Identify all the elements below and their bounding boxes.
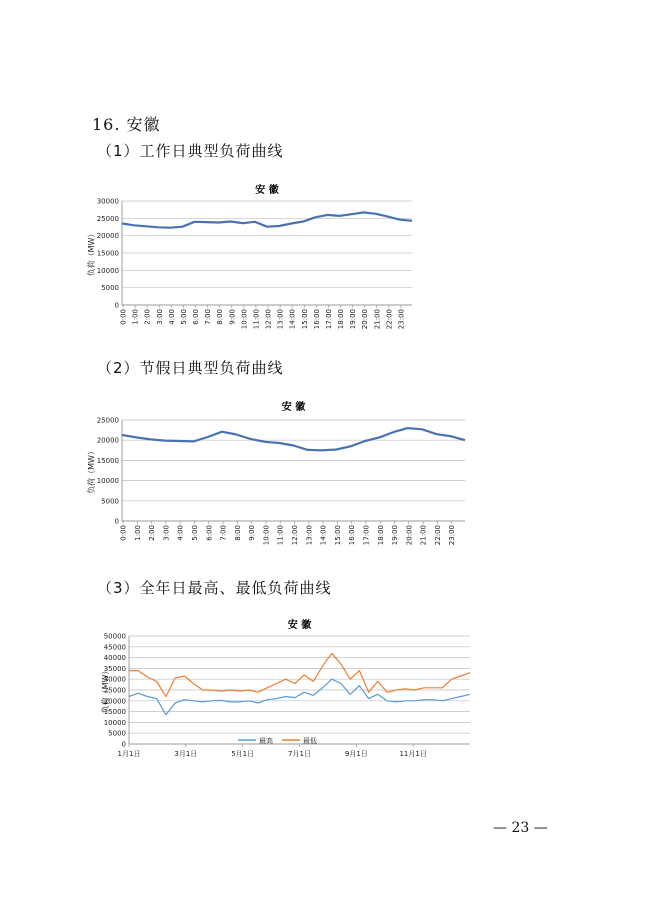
- chart-2-xtick: 15:00: [333, 525, 342, 546]
- chart-2-ylabel: 负荷（MW）: [87, 447, 96, 494]
- chart-1-xtick: 9:00: [228, 309, 237, 325]
- chart-1-ytick: 15000: [96, 249, 119, 258]
- chart-2-xtick: 23:00: [448, 525, 457, 546]
- chart-1-xtick: 16:00: [312, 309, 321, 330]
- chart-2-ytick: 10000: [96, 477, 119, 486]
- chart-3-ytick: 25000: [103, 686, 126, 695]
- chart-2-ytick: 20000: [96, 436, 119, 445]
- chart-1-xtick: 3:00: [155, 309, 164, 325]
- chart-1-xtick: 10:00: [240, 309, 249, 330]
- chart-1-title: 安 徽: [255, 185, 279, 196]
- chart-1-xtick: 2:00: [143, 309, 152, 325]
- chart-2-xtick: 13:00: [305, 525, 314, 546]
- chart-3-title: 安 徽: [287, 620, 312, 631]
- chart-1-xtick: 20:00: [361, 309, 370, 330]
- chart-2-xtick: 2:00: [148, 525, 157, 541]
- chart-3-ytick: 40000: [103, 654, 126, 663]
- chart-1-ytick: 30000: [96, 197, 119, 206]
- chart-3-ytick: 35000: [103, 664, 126, 673]
- legend-label-最低: 最低: [303, 737, 317, 745]
- page-number: — 23 —: [493, 820, 548, 836]
- chart-1-xtick: 14:00: [288, 309, 297, 330]
- chart-3-xtick: 3月1日: [174, 750, 198, 758]
- chart-3-ytick: 15000: [103, 708, 126, 717]
- chart-2-xtick: 3:00: [162, 525, 171, 541]
- chart-2-ytick: 25000: [96, 416, 119, 425]
- chart-2-ytick: 5000: [101, 497, 119, 506]
- chart-2-xtick: 1:00: [133, 525, 142, 541]
- subsection-2-title: （2）节假日典型负荷曲线: [97, 359, 284, 377]
- chart-1-xtick: 1:00: [131, 309, 140, 325]
- chart-3-ylabel: 负荷（MW）: [101, 666, 110, 714]
- chart-2-xtick: 20:00: [405, 525, 414, 546]
- chart-3-ytick: 5000: [108, 729, 126, 738]
- chart-1-xtick: 8:00: [216, 309, 225, 325]
- chart-2-ytick: 15000: [96, 456, 119, 465]
- chart-1-xtick: 21:00: [373, 309, 382, 330]
- chart-1-xtick: 15:00: [300, 309, 309, 330]
- chart-1-xtick: 13:00: [276, 309, 285, 330]
- chart-1-xtick: 11:00: [252, 309, 261, 330]
- chart-2-series-line: [122, 428, 465, 450]
- chart-1-ytick: 10000: [96, 266, 119, 275]
- legend-label-最高: 最高: [259, 737, 273, 745]
- chart-1-ytick: 0: [114, 301, 119, 310]
- chart-2-xtick: 12:00: [291, 525, 299, 546]
- chart-2-xtick: 5:00: [190, 525, 199, 541]
- chart-2-title: 安 徽: [281, 402, 306, 413]
- chart-1-ytick: 5000: [101, 284, 119, 293]
- chart-2-xtick: 10:00: [262, 525, 271, 546]
- chart-2-xtick: 19:00: [391, 525, 400, 546]
- chart-1-xtick: 7:00: [204, 309, 213, 325]
- chart-1-xtick: 23:00: [397, 309, 406, 330]
- chart-3-ytick: 50000: [103, 632, 126, 641]
- chart-2-xtick: 4:00: [176, 525, 185, 541]
- chart-2-xtick: 7:00: [219, 525, 228, 541]
- chart-2-xtick: 17:00: [362, 525, 371, 546]
- chart-3-xtick: 5月1日: [231, 750, 255, 758]
- chart-1-ytick: 20000: [96, 232, 119, 241]
- chart-2-xtick: 8:00: [233, 525, 242, 541]
- chart-2-xtick: 0:00: [119, 525, 128, 541]
- chart-1-ytick: 25000: [96, 214, 119, 223]
- chart-1-xtick: 18:00: [337, 309, 345, 330]
- chart-1-ylabel: 负荷（MW）: [87, 229, 96, 277]
- chart-2-xtick: 18:00: [376, 525, 385, 546]
- chart-3-xtick: 9月1日: [344, 750, 368, 758]
- chart-2-ytick: 0: [114, 517, 119, 526]
- chart-3-ytick: 20000: [103, 697, 126, 706]
- chart-1-xtick: 17:00: [324, 309, 333, 330]
- chart-2-xtick: 6:00: [205, 525, 214, 541]
- chart-1-xtick: 4:00: [167, 309, 176, 325]
- chart-3-xtick: 11月1日: [399, 750, 427, 758]
- chart-2-xtick: 21:00: [419, 525, 428, 546]
- chart-2-xtick: 22:00: [433, 525, 442, 546]
- subsection-3-title: （3）全年日最高、最低负荷曲线: [97, 579, 332, 597]
- chart-1-series-line: [122, 212, 412, 227]
- chart-2-xtick: 14:00: [319, 525, 328, 546]
- chart-1-xtick: 5:00: [179, 309, 188, 325]
- chart-3-ytick: 0: [121, 740, 126, 749]
- section-title: 16. 安徽: [92, 115, 161, 134]
- chart-1-xtick: 12:00: [264, 309, 273, 330]
- chart-3-xtick: 7月1日: [288, 750, 311, 758]
- chart-1-xtick: 19:00: [349, 309, 358, 330]
- chart-2-xtick: 16:00: [348, 525, 357, 546]
- chart-2-xtick: 9:00: [248, 525, 257, 541]
- chart-3-ytick: 30000: [103, 675, 126, 684]
- chart-3-series-最高: [129, 679, 470, 715]
- chart-1-xtick: 6:00: [192, 309, 200, 325]
- chart-2-xtick: 11:00: [276, 525, 285, 546]
- chart-1-xtick: 0:00: [119, 309, 128, 325]
- subsection-1-title: （1）工作日典型负荷曲线: [97, 142, 284, 160]
- chart-3-ytick: 45000: [103, 643, 126, 652]
- chart-1-xtick: 22:00: [385, 309, 394, 330]
- chart-3-ytick: 10000: [103, 718, 126, 727]
- chart-3-xtick: 1月1日: [117, 750, 141, 758]
